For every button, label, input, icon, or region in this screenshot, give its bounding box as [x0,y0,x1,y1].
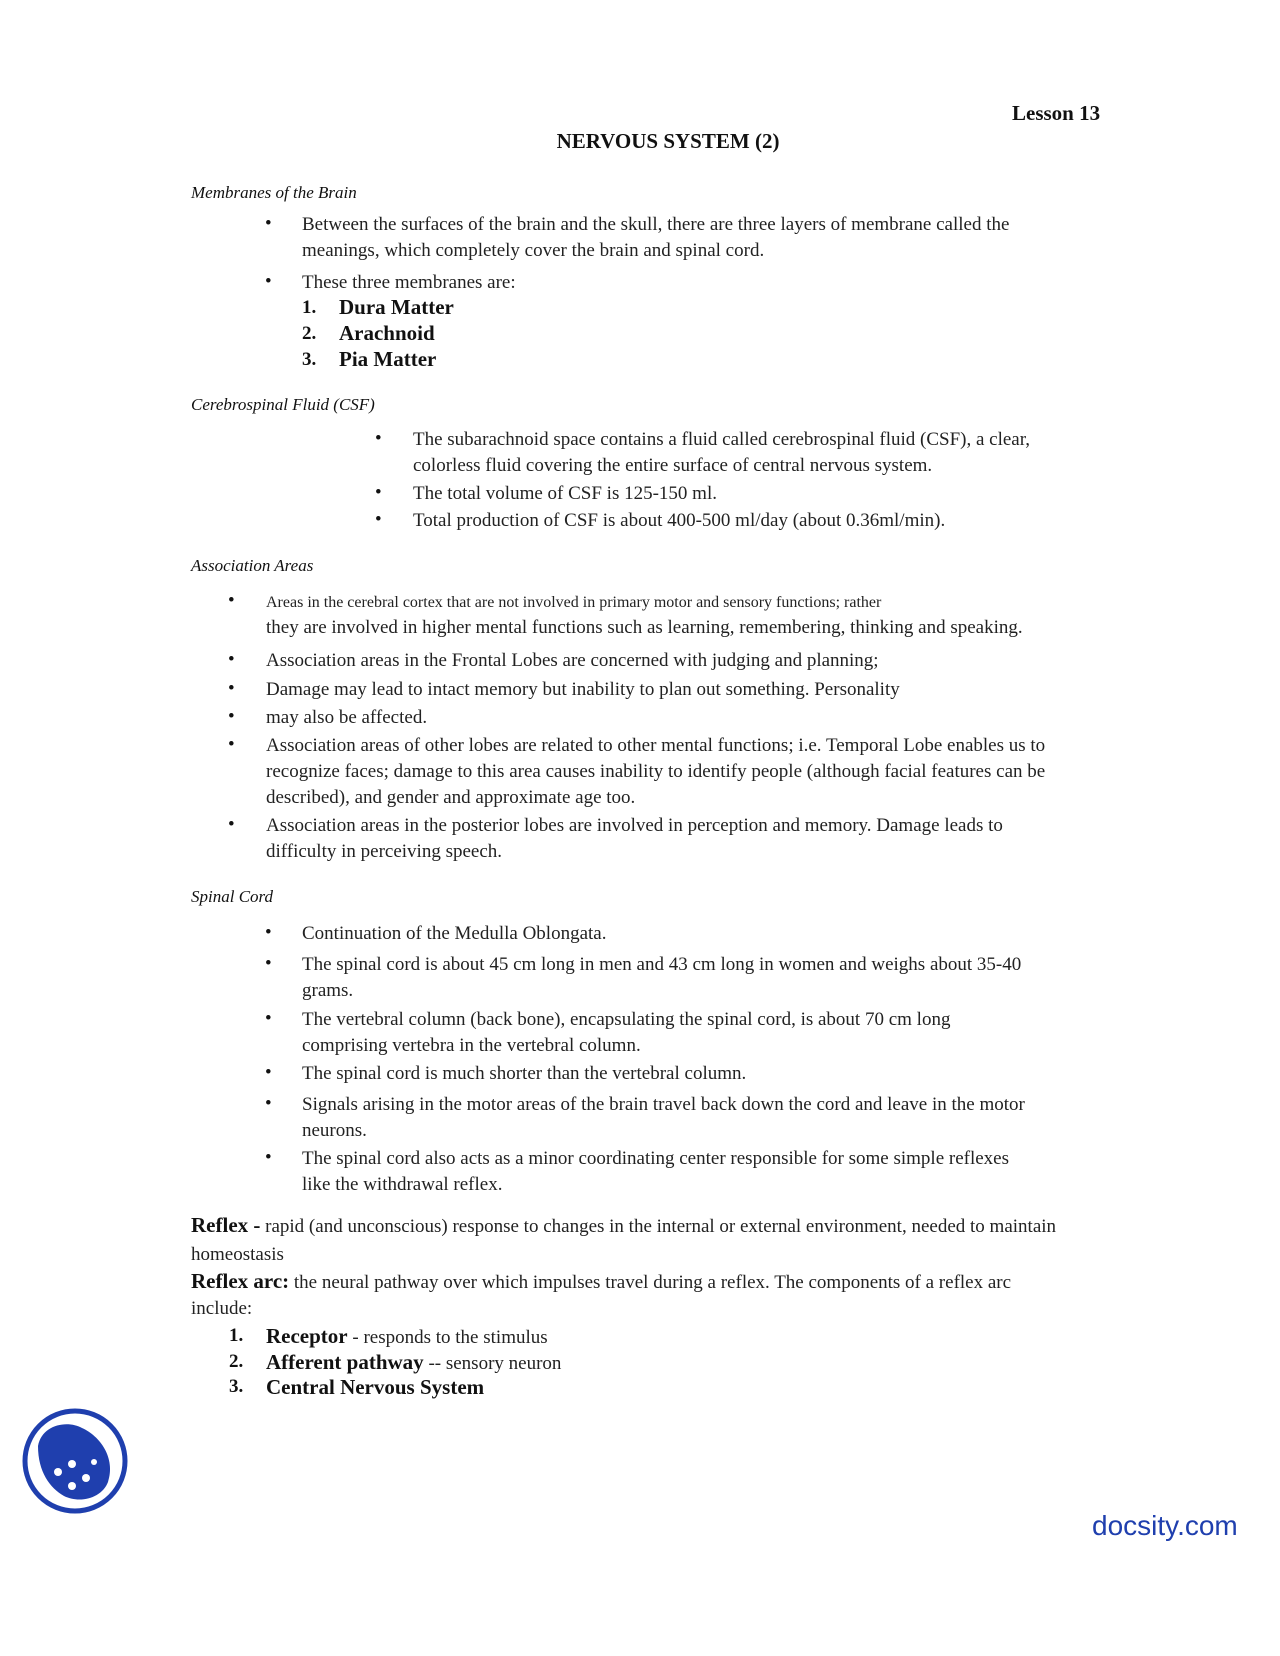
reflex-arc-definition: Reflex arc: the neural pathway over which impulses travel during a reflex. The components of a reflex arc include: [191,1269,1012,1319]
membrane-pia-matter: Pia Matter [339,347,437,371]
bullet: • [228,814,235,835]
csf-bullet-3: Total production of CSF is about 400-500 ml/day (about 0.36ml/min). [413,510,946,531]
list-number: 2. [302,323,317,344]
reflex-component-afferent: Afferent pathway -- sensory neuron [266,1350,562,1374]
reflex-definition: Reflex - rapid (and unconscious) response to changes in the internal or external environment, needed to maintain homeostasis [191,1213,1057,1265]
bullet: • [228,590,235,611]
docsity-logo-icon [20,1406,130,1516]
bullet: • [265,953,272,974]
list-number: 1. [229,1325,244,1346]
bullet: • [375,428,382,449]
list-number: 3. [229,1376,244,1397]
membrane-dura-matter: Dura Matter [339,295,454,319]
bullet: • [228,678,235,699]
csf-bullet-1: The subarachnoid space contains a fluid called cerebrospinal fluid (CSF), a clear, colorless fluid covering the entire surface of central nervous system. [413,429,1031,476]
bullet: • [265,1147,272,1168]
list-number: 1. [302,297,317,318]
association-bullet-1: Areas in the cerebral cortex that are not involved in primary motor and sensory functions; rather they are involved in higher mental functions such as learning, remembering, thinking and speaking. [266,594,1023,638]
spinal-bullet-3: The vertebral column (back bone), encapsulating the spinal cord, is about 70 cm long comprising vertebra in the vertebral column. [302,1009,951,1056]
reflex-component-cns: Central Nervous System [266,1375,485,1399]
bullet: • [375,509,382,530]
section-heading-association: Association Areas [191,556,314,575]
association-bullet-3: Damage may lead to intact memory but inability to plan out something. Personality [266,679,900,700]
section-heading-membranes: Membranes of the Brain [191,183,357,202]
lesson-number: Lesson 13 [1012,101,1101,125]
association-bullet-5: Association areas of other lobes are related to other mental functions; i.e. Temporal Lobe enables us to recognize faces; damage to this area causes inability to identify people (although facial features can be described), and gender and approximate age too. [266,735,1046,808]
bullet: • [265,213,272,234]
membrane-arachnoid: Arachnoid [339,321,435,345]
list-number: 3. [302,349,317,370]
list-number: 2. [229,1351,244,1372]
spinal-bullet-4: The spinal cord is much shorter than the vertebral column. [302,1063,747,1084]
bullet: • [265,1062,272,1083]
spinal-bullet-2: The spinal cord is about 45 cm long in men and 43 cm long in women and weighs about 35-40 grams. [302,954,1022,1001]
bullet: • [265,271,272,292]
bullet: • [265,922,272,943]
association-bullet-6: Association areas in the posterior lobes are involved in perception and memory. Damage leads to difficulty in perceiving speech. [266,815,1003,862]
spinal-bullet-1: Continuation of the Medulla Oblongata. [302,923,607,944]
bullet: • [265,1008,272,1029]
membranes-bullet-1: Between the surfaces of the brain and the skull, there are three layers of membrane called the meanings, which completely cover the brain and spinal cord. [302,214,1010,261]
bullet: • [228,734,235,755]
bullet: • [228,649,235,670]
membranes-bullet-2: These three membranes are: [302,272,516,293]
bullet: • [375,482,382,503]
section-heading-spinal-cord: Spinal Cord [191,887,274,906]
spinal-bullet-5: Signals arising in the motor areas of the brain travel back down the cord and leave in the motor neurons. [302,1094,1025,1141]
association-bullet-2: Association areas in the Frontal Lobes are concerned with judging and planning; [266,650,879,671]
bullet: • [265,1093,272,1114]
bullet: • [228,706,235,727]
reflex-component-receptor: Receptor - responds to the stimulus [266,1324,548,1348]
page-title: NERVOUS SYSTEM (2) [556,129,780,153]
association-bullet-4: may also be affected. [266,707,428,728]
csf-bullet-2: The total volume of CSF is 125-150 ml. [413,483,717,504]
section-heading-csf: Cerebrospinal Fluid (CSF) [191,395,375,414]
spinal-bullet-6: The spinal cord also acts as a minor coordinating center responsible for some simple reflexes like the withdrawal reflex. [302,1148,1009,1195]
docsity-brand[interactable]: docsity.com [1092,1510,1238,1541]
